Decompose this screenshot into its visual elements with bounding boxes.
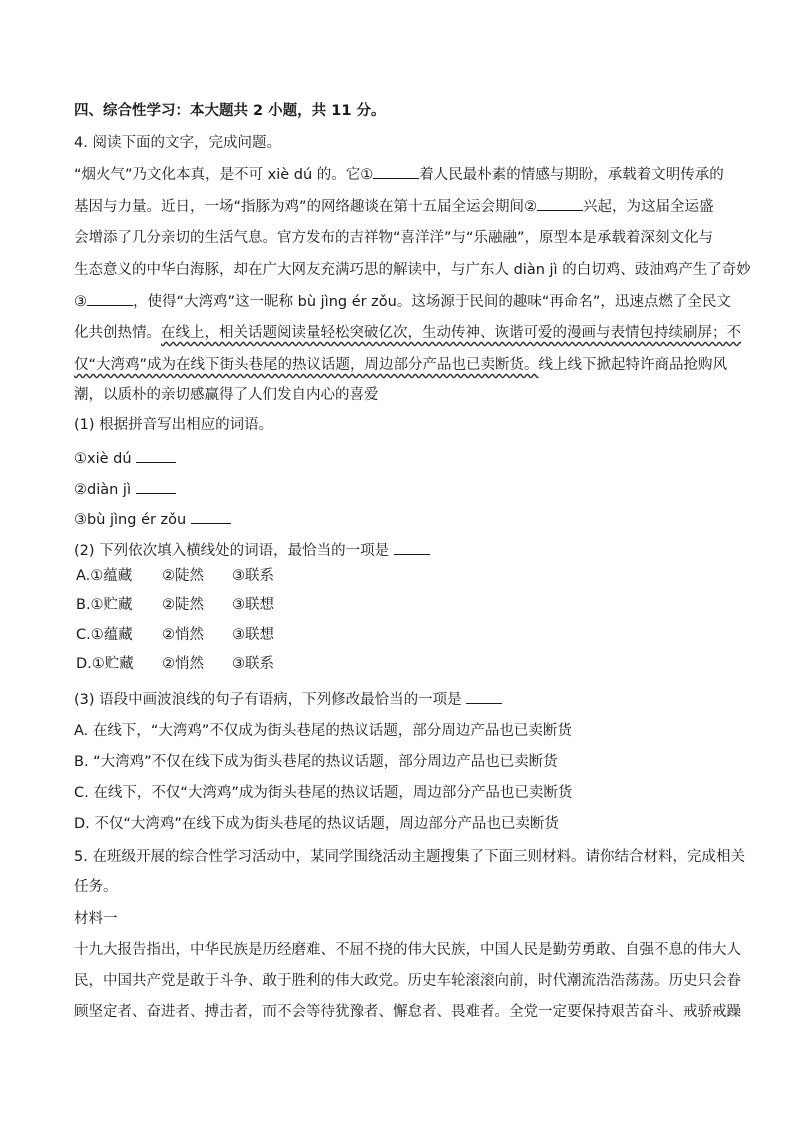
option-b-3: ③联想 — [232, 597, 274, 613]
option-b-1[interactable]: B.①贮藏 — [76, 597, 133, 613]
passage-text: 化共创热情。 — [74, 325, 161, 341]
subquestion-2-stem — [74, 540, 720, 561]
answer-blank-choice-3[interactable] — [466, 689, 502, 704]
section-heading-prefix: 四、综合性学习： — [74, 103, 190, 119]
option-d-3: ③联系 — [232, 656, 274, 672]
answer-blank-pinyin-1[interactable] — [136, 448, 176, 463]
question-4-stem: 4. 阅读下面的文字，完成问题。 — [74, 135, 281, 151]
answer-blank-pinyin-3[interactable] — [191, 509, 231, 524]
answer-blank-pinyin-2[interactable] — [136, 479, 176, 494]
section-heading — [74, 101, 720, 121]
option-3c[interactable]: C. 在线下，不仅“大湾鸡”成为街头巷尾的热议话题，周边部分产品也已卖断货 — [74, 785, 573, 801]
subquestion-3-stem — [74, 689, 720, 710]
option-c-2: ②悄然 — [162, 627, 204, 643]
answer-blank-2[interactable] — [537, 196, 583, 211]
option-b-2: ②陡然 — [162, 597, 204, 613]
option-a-3: ③联系 — [232, 568, 274, 584]
material-1-title: 材料一 — [74, 911, 118, 927]
passage-line-8: 潮，以质朴的亲切感赢得了人们发自内心的喜爱 — [74, 387, 379, 403]
passage-line-1 — [74, 164, 724, 185]
option-a-1[interactable]: A.①蕴藏 — [76, 568, 133, 584]
option-3d[interactable]: D. 不仅“大湾鸡”在线下成为街头巷尾的热议话题，周边部分产品也已卖断货 — [74, 816, 559, 832]
option-c-1[interactable]: C.①蕴藏 — [76, 627, 133, 643]
passage-text: 兴起，为这届全运盛 — [583, 199, 714, 215]
question-5-stem-line-1: 5. 在班级开展的综合性学习活动中，某同学围绕活动主题搜集了下面三则材料。请你结合材料，完成相关 — [74, 849, 745, 865]
material-1-line: 十九大报告指出，中华民族是历经磨难、不屈不挠的伟大民族，中国人民是勤劳勇敢、自强不息的伟大人 — [74, 942, 741, 958]
material-1-line: 民，中国共产党是敢于斗争、敢于胜利的伟大政党。历史车轮滚滚向前，时代潮流浩浩荡荡。历史只会眷 — [74, 973, 741, 989]
option-d-1[interactable]: D.①贮藏 — [76, 656, 134, 672]
pinyin-label: ①xiè dú — [74, 451, 132, 467]
answer-blank-3[interactable] — [87, 291, 133, 306]
question-5-stem-line-2: 任务。 — [74, 879, 118, 895]
material-1-line: 顾坚定者、奋进者、搏击者，而不会等待犹豫者、懈怠者、畏难者。全党一定要保持艰苦奋斗、戒骄戒躁 — [74, 1004, 741, 1020]
passage-line-5 — [74, 291, 731, 312]
option-a-2: ②陡然 — [162, 568, 204, 584]
stem-text: (2) 下列依次填入横线处的词语，最恰当的一项是 — [74, 543, 390, 559]
passage-text: ③ — [74, 294, 87, 310]
stem-text: (3) 语段中画波浪线的句子有语病，下列修改最恰当的一项是 — [74, 692, 462, 708]
pinyin-item-2 — [74, 479, 720, 500]
passage-line-7 — [74, 355, 728, 375]
option-d-2: ②悄然 — [162, 656, 204, 672]
passage-text: ，使得“大湾鸡”这一昵称 bù jìng ér zǒu。这场源于民间的趣味“再命名”，迅速点燃了全民文 — [133, 294, 731, 310]
answer-blank-1[interactable] — [373, 164, 419, 179]
passage-line-2 — [74, 196, 720, 217]
wavy-underlined-sentence: 在线上，相关话题阅读量轻松突破亿次，生动传神、诙谐可爱的漫画与表情包持续刷屏；不 — [161, 325, 741, 341]
subquestion-1-stem: (1) 根据拼音写出相应的词语。 — [74, 417, 274, 433]
pinyin-label: ③bù jìng ér zǒu — [74, 512, 187, 528]
pinyin-item-1 — [74, 448, 720, 469]
passage-line-3: 会增添了几分亲切的生活气息。官方发布的吉祥物“喜洋洋”与“乐融融”，原型本是承载着深刻文化与 — [74, 230, 714, 246]
passage-line-6 — [74, 323, 741, 343]
option-c-3: ③联想 — [232, 627, 274, 643]
section-heading-detail: 本大题共 2 小题，共 11 分。 — [190, 103, 386, 119]
option-3b[interactable]: B. “大湾鸡”不仅在线下成为街头巷尾的热议话题，部分周边产品也已卖断货 — [74, 754, 558, 770]
option-3a[interactable]: A. 在线下，“大湾鸡”不仅成为街头巷尾的热议话题，部分周边产品也已卖断货 — [74, 723, 572, 739]
passage-text: 基因与力量。近日，一场“指豚为鸡”的网络趣谈在第十五届全运会期间② — [74, 199, 538, 215]
passage-text: 着人民最朴素的情感与期盼，承载着文明传承的 — [419, 167, 724, 183]
pinyin-item-3 — [74, 509, 720, 530]
pinyin-label: ②diàn jì — [74, 482, 131, 498]
wavy-underlined-sentence: 仅“大湾鸡”成为在线下街头巷尾的热议话题，周边部分产品也已卖断货。 — [74, 357, 539, 373]
passage-text: 线上线下掀起特许商品抢购风 — [538, 357, 728, 373]
answer-blank-choice-2[interactable] — [394, 540, 430, 555]
passage-line-4: 生态意义的中华白海豚，却在广大网友充满巧思的解读中，与广东人 diàn jì 的白切鸡、豉油鸡产生了奇妙 — [74, 262, 751, 278]
passage-text: “烟火气”乃文化本真，是不可 xiè dú 的。它① — [74, 167, 374, 183]
